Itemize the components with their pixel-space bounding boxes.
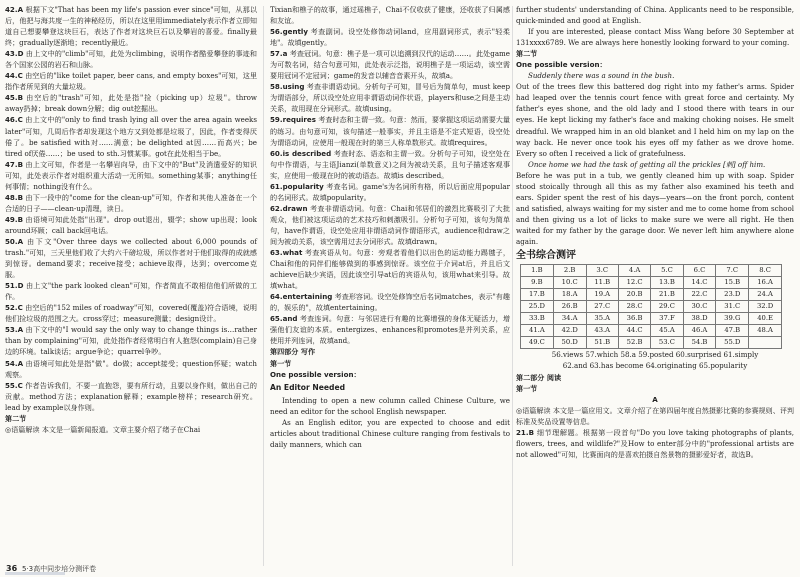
answer-cell: 42.D: [553, 325, 586, 337]
text: 由空后的"152 miles of roadway"可知，covered(覆盖)符合语境，说明他们捡垃圾的范围之大。cross穿过；measure测量；design设计。: [5, 303, 257, 324]
essay-title: [270, 382, 510, 393]
answer-explanation: [270, 114, 510, 147]
essay-paragraph: [516, 170, 794, 247]
answer-cell: 2.B: [553, 265, 586, 277]
text: 第二节: [516, 49, 538, 59]
answer-cell: 33.B: [521, 313, 554, 325]
answer-cell: 10.C: [553, 277, 586, 289]
answer-cell: 21.B: [651, 289, 683, 301]
answer-row: [521, 289, 782, 301]
text: 由上文中的"only to find trash lying all over the area again weeks later"可知，几周后作者却发现这个地方又到处都是垃圾了，因此，作者变得厌倦了。be satisfied with对……满意；be delighted at因……而高兴；be tired of厌倦……；be used to sth.习惯某事。got在此处相当于be。: [5, 115, 257, 158]
answer-row: [521, 301, 782, 313]
text: 考查名词。game's为名词所有格，所以后面应用popular的名词形式。故填popularity。: [270, 181, 510, 202]
text: 由上文中的"climb"可知，此处为climbing，说明作者酷爱攀登的事迹和各个国家公园的岩石和山脉。: [5, 49, 257, 70]
answer-cell: 4.A: [618, 265, 650, 277]
answer-label: 47.B: [5, 159, 23, 169]
text: As an English editor, you are expected to choose and edit articles about traditional Chinese culture ranging from festivals to daily manners, which can: [270, 417, 510, 449]
answer-cell: 6.C: [683, 265, 716, 277]
answer-table: [520, 264, 782, 349]
answer-tail-line: 62.and 63.has become 64.originating 65.popularity: [562, 361, 748, 371]
answer-cell: 25.D: [521, 301, 554, 313]
section-heading: [5, 413, 257, 424]
text: Out of the trees flew this battered dog right into my father's arms. Spider had leaped over the tennis court fence with great force and certainty. My father's eyes shone, and the old lady and I stood there with tears in our eyes. He kept licking my father's face and making choking noises. He smelt dreadful. We wrapped him in an old blanket and I held him on my lap on the way back. He never once took his eyes off my father as we drove home. Every so often I received a lick of gratefulness.: [516, 82, 794, 158]
passage-label: [516, 394, 794, 405]
answer-cell: 55.D: [716, 337, 749, 349]
section-heading: [270, 346, 510, 357]
answer-cell: 8.C: [749, 265, 782, 277]
essay-paragraph: [270, 395, 510, 417]
answer-cell: 29.C: [651, 301, 683, 313]
answer-cell: 51.B: [586, 337, 618, 349]
text: 全书综合测评: [516, 250, 576, 262]
answer-explanation: [516, 4, 794, 26]
answer-cell: 36.B: [618, 313, 650, 325]
text: ◎语篇解读 本文是一篇新闻报道。文章主要介绍了绪子在Chai: [5, 424, 201, 434]
text: 考查非谓语动词。句意：Chai和邻居们的激烈比赛吸引了大批观众，他们被这项运动的艺术技巧和刺激吸引。分析句子可知，该句为简单句，have作谓语，设空处应用非谓语动词作谓语形式，audience和draw之间为被动关系，该空需用过去分词形式。故填drawn。: [270, 203, 510, 246]
answer-cell: 26.B: [553, 301, 586, 313]
text: 由空后的"like toilet paper, beer cans, and empty boxes"可知，这里指作者所见到的大量垃圾。: [5, 71, 257, 92]
text: 细节理解题。根据第一段首句"Do you love taking photographs of plants, flowers, trees, and wildlife?"及How to enter部分中的"professional artists are not allowed"可知，比赛面向的是喜欢拍摄自然景物的摄影爱好者，故选B。: [516, 427, 794, 459]
text: An Editor Needed: [270, 382, 346, 392]
answer-explanation: [270, 81, 510, 114]
answer-label: 61.popularity: [270, 181, 324, 191]
text: Before he was put in a tub, we gently cleaned him up with soap. Spider stood stoically through all this as my father also examined his teeth and ears. Spider spent the rest of his days—years—on the front porch, content and satisfied, always waiting for my sister and me to come home from school and then giving us a lot of licks to make sure we were all right. He then waited for my father by the garage door. We never left him anywhere alone again.: [516, 170, 794, 246]
answer-cell: 15.B: [716, 277, 749, 289]
answer-cell: 50.D: [553, 337, 586, 349]
answer-cell: 54.B: [683, 337, 716, 349]
answer-tail-line: 56.views 57.which 58.a 59.posted 60.surprised 61.simply: [551, 350, 759, 360]
answer-cell: 48.A: [749, 325, 782, 337]
answer-label: 43.D: [5, 49, 24, 59]
answer-label: 58.using: [270, 82, 305, 92]
answer-cell: 20.B: [618, 289, 650, 301]
answer-cell: 16.A: [749, 277, 782, 289]
answer-cell: 14.C: [683, 277, 716, 289]
text: 考查连词。句意：与邻居进行有趣的比赛增强的身体无疑活力，增强他们友谊的本质。entergizes、enhances和promotes是并列关系，应使用并列连词，故填and。: [270, 314, 510, 346]
section-heading: [270, 358, 510, 369]
text: Suddenly there was a sound in the bush.: [528, 71, 675, 81]
answer-cell: 47.B: [716, 325, 749, 337]
answer-label: 55.C: [5, 380, 23, 390]
answer-explanation: [270, 4, 510, 26]
text: One possible version：: [270, 369, 361, 379]
section-heading: [516, 59, 794, 70]
column-divider: [263, 6, 264, 566]
answer-explanation: [5, 192, 257, 214]
answer-cell: 22.C: [683, 289, 716, 301]
answer-cell: 1.B: [521, 265, 554, 277]
answer-explanation: [270, 48, 510, 81]
answer-label: 57.a: [270, 49, 288, 59]
text: A: [652, 394, 658, 404]
answer-explanation: [5, 424, 257, 435]
answer-cell: 5.C: [651, 265, 683, 277]
answer-explanation: [5, 302, 257, 324]
essay-paragraph: [270, 417, 510, 450]
answer-row: [521, 265, 782, 277]
text: Tixian和樵子的故事，通过瑶樵子，Chai不仅收获了健康，还收获了归属感和友谊。: [270, 5, 510, 26]
answer-cell: 34.A: [553, 313, 586, 325]
answer-label: 60.is described: [270, 148, 332, 158]
section-heading: [516, 372, 794, 383]
text: Intending to open a new column called Chinese Culture, we need an editor for the school English newspaper.: [270, 395, 510, 416]
essay-paragraph: [516, 81, 794, 158]
answer-label: 62.drawn: [270, 203, 308, 213]
answer-cell: 11.B: [586, 277, 618, 289]
answer-explanation: [5, 159, 257, 192]
footer-title: 5·3高中同步培分测评卷: [22, 565, 97, 573]
answer-explanation: [5, 92, 257, 114]
answer-cell: 40.E: [749, 313, 782, 325]
answer-cell: 12.C: [618, 277, 650, 289]
answer-explanation: [5, 114, 257, 158]
text: 由下文中的"I would say the only way to change things is…rather than by complaining"可知，此处指作者经常明白有人抱怨(complain)自己身边的环境。talk谈话；argue争论；quarrel争吵。: [5, 325, 257, 357]
text: 考查非谓语动词。分析句子可知，冒号后为简单句，must keep为谓语部分，所以设空处应用非谓语动词作状语，players和use之间是主动关系，故用现在分词形式。故填using。: [270, 82, 510, 114]
text: 根据下文"That has been my life's passion ever since"可知，从那以后，他把与海共度一生的神秘经历，所以在这里用immediately表示作者立即知道自己想要攀登这块巨石，表达了作者对这块巨石以及攀岩的喜爱。finally最终；gradually逐渐地；recently最近。: [5, 5, 257, 48]
answer-label: 51.D: [5, 281, 24, 291]
answer-explanation: [5, 70, 257, 92]
answer-label: 63.what: [270, 248, 303, 258]
answer-cell: 30.C: [683, 301, 716, 313]
answer-cell: 39.G: [716, 313, 749, 325]
text: 第四部分 写作: [270, 347, 316, 357]
answer-explanation: [270, 291, 510, 313]
text: ◎语篇解读 本文是一篇应用文。文章介绍了在第四届年度自然摄影比赛的参赛规则、评判标准及奖品设置等信息。: [516, 405, 795, 426]
answer-cell: 52.B: [618, 337, 650, 349]
answer-explanation: [5, 324, 257, 357]
text: 由上文可知，作者是一名攀岩向导，由下文中的"But"及消遣爱好的知识可知，此处表示作者对组织重大活动一无所知。something某事；anything任何事情；nothing没有什么。: [5, 159, 257, 191]
text: 由上文"the park looked clean"可知，作者简直不敢相信他们所做的工作。: [5, 281, 257, 302]
answer-label: 46.C: [5, 115, 23, 125]
column-divider: [512, 6, 513, 566]
answer-row: [521, 277, 782, 289]
text: 第二节: [5, 413, 27, 423]
answer-cell: 3.C: [586, 265, 618, 277]
answer-cell: 35.A: [586, 313, 618, 325]
text: 第一节: [516, 383, 538, 393]
answer-cell: 19.A: [586, 289, 618, 301]
answer-cell: 53.C: [651, 337, 683, 349]
answer-label: 49.B: [5, 214, 23, 224]
answer-cell: 31.C: [716, 301, 749, 313]
answer-cell: 44.C: [618, 325, 650, 337]
answer-explanation: [5, 48, 257, 70]
text: One possible version：: [516, 60, 607, 70]
answer-explanation: [5, 380, 257, 413]
answer-label: 64.entertaining: [270, 292, 333, 302]
answer-row: [521, 313, 782, 325]
answer-cell: 45.A: [651, 325, 683, 337]
text: further students' understanding of China. Applicants need to be responsible, quick-minded and good at English.: [516, 5, 794, 26]
answer-row: [521, 337, 782, 349]
text: Once home we had the task of getting all the prickles [刺] off him.: [528, 159, 766, 169]
answer-cell: 43.A: [586, 325, 618, 337]
answer-label: 59.requires: [270, 115, 316, 125]
text: 作者告诉我们，不要一直抱怨，要有所行动，且要以身作则，做出自己的贡献。method方法；explanation解释；example榜样；research研究。lead by example以身作则。: [5, 380, 257, 412]
answer-label: 21.B: [516, 427, 534, 437]
answer-label: 42.A: [5, 5, 24, 14]
answer-explanation: [270, 247, 510, 291]
text: 由语境可知此处指"出现"。drop out退出，辍学；show up出现；look around环顾；call back回电话。: [5, 214, 257, 235]
answer-cell: 7.C: [716, 265, 749, 277]
section-heading: [270, 369, 510, 380]
text: 考查宾语从句。句意：旁观者看他们以出色的运动能力踢毽子，Chai和他的同伴们能够做到的事感到惊讶。该空位于介词at后，并且后文achieve后缺少宾语，因此该空引导at后的宾语从句，该用what来引导。故填what。: [270, 248, 510, 291]
text: If you are interested, please contact Miss Wang before 30 September at 131xxxx6789. We are always here honestly looking forward to your coming.: [516, 27, 794, 48]
answer-label: 50.A: [5, 236, 24, 246]
given-sentence: [516, 70, 794, 81]
left-column: [5, 4, 257, 435]
answer-label: 54.A: [5, 358, 24, 368]
section-heading: [516, 383, 794, 394]
middle-column: [270, 4, 510, 450]
answer-cell: 17.B: [521, 289, 554, 301]
test-title: [516, 250, 794, 261]
answer-explanation: [5, 214, 257, 236]
answer-explanation: [270, 203, 510, 247]
answer-explanation: [516, 427, 794, 460]
right-column: [516, 4, 794, 460]
answer-cell: 46.A: [683, 325, 716, 337]
text: 由下文"Over three days we collected about 6,000 pounds of trash."可知，三天里他们收了大约六千磅垃圾，所以作者对于他们取得的成就感到惊讶。demand要求；receive接受；achieve取得，达到；overcome克服。: [5, 236, 257, 280]
answer-label: 44.C: [5, 71, 23, 81]
text: 考查冠词。句意：樵子是一项可以追溯到汉代的运动……。此处game为可数名词，结合句意可知，此处表示泛指，说明樵子是一项运动，该空需要用冠词不定冠词；game的发音以辅音音素开头，故填a。: [270, 49, 510, 81]
answer-cell: 49.C: [521, 337, 554, 349]
text: 由下一段中的"come for the clean-up"可知，作者和其他人准备在一个合适的日子——clean-up清理，读日。: [5, 192, 258, 213]
answer-cell: 32.D: [749, 301, 782, 313]
answer-explanation: [270, 313, 510, 346]
page-footer: [0, 563, 800, 577]
answer-explanation: [5, 358, 257, 380]
answer-label: 56.gently: [270, 27, 308, 37]
answer-cell: 27.C: [586, 301, 618, 313]
essay-paragraph: [516, 26, 794, 48]
answer-explanation: [516, 405, 794, 427]
text: 由语境可知此处是指"做"。do做；accept接受；question怀疑；watch观察。: [5, 358, 257, 379]
answer-cell: 37.F: [651, 313, 683, 325]
text: 由空后的"trash"可知，此处是指"捡（picking up）垃圾"。throw away扔掉；break down分解；dig out挖掘出。: [5, 93, 257, 114]
answer-cell: 9.B: [521, 277, 554, 289]
answer-label: 48.B: [5, 192, 23, 202]
given-sentence: [516, 159, 794, 170]
answer-explanation: [5, 4, 257, 48]
answer-cell: 41.A: [521, 325, 554, 337]
answer-label: 65.and: [270, 314, 298, 324]
text: 考查副词。设空处修饰动词land，应用副词形式，表示"轻柔地"。故填gently。: [270, 27, 510, 48]
answer-explanation: [270, 181, 510, 203]
answer-explanation: [5, 236, 257, 280]
answer-explanation: [270, 148, 510, 181]
answer-cell: [749, 337, 782, 349]
answer-label: 52.C: [5, 303, 23, 313]
answer-cell: 38.D: [683, 313, 716, 325]
text: 考查时态、语态和主谓一致。分析句子可知，设空处在句中作谓语，与主语Jianzi(单数意义)之间为被动关系，且句子描述客观事实，应使用一般现在时的被动语态。故填is described。: [270, 148, 511, 180]
text: 考查时态和主谓一致。句意：然而，要掌握这项运动需要大量的练习。由句意可知，该句描述一般事实，并且主语是不定式短语，设空处为谓语动词，应使用一般现在时的第三人称单数形式。故填requires。: [270, 115, 510, 147]
text: 第一节: [270, 358, 292, 368]
section-heading: [516, 48, 794, 59]
answer-row: [521, 325, 782, 337]
answer-cell: 18.A: [553, 289, 586, 301]
answer-explanation: [270, 26, 510, 48]
answer-explanation: [5, 280, 257, 302]
text: 第二部分 阅读: [516, 372, 562, 382]
answer-cell: 23.D: [716, 289, 749, 301]
answer-cell: 28.C: [618, 301, 650, 313]
page-number: 36: [6, 564, 18, 573]
answer-cell: 13.B: [651, 277, 683, 289]
answer-cell: 24.A: [749, 289, 782, 301]
answer-label: 53.A: [5, 325, 24, 335]
text: 考查形容词。设空处修饰空后名词matches，表示"有趣的，娱乐的"，故填entertaining。: [270, 292, 510, 313]
answer-label: 45.B: [5, 93, 23, 103]
